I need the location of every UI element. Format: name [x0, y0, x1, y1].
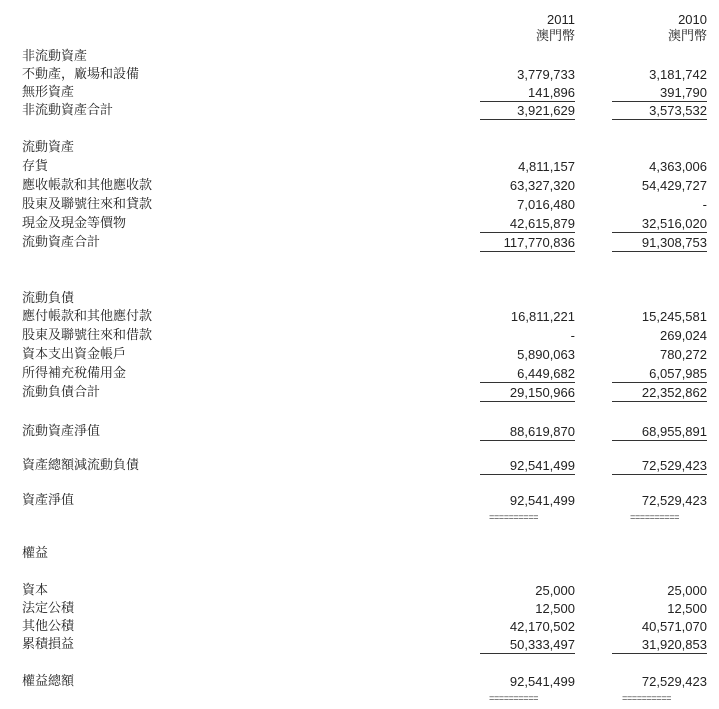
- table-row-total: [0, 234, 719, 252]
- double-underline-2010: ==========: [630, 513, 680, 523]
- table-row-net-assets: [0, 492, 719, 510]
- row-label: 股東及聯號往來和借款: [22, 328, 153, 343]
- value-2010: 32,516,020: [612, 215, 707, 233]
- value-2010: 780,272: [660, 347, 707, 362]
- table-row: [0, 308, 719, 326]
- value-2011: 7,016,480: [517, 197, 575, 212]
- row-label: 資本支出資金帳戶: [22, 347, 127, 362]
- value-2011: 12,500: [535, 601, 575, 616]
- value-2010: 391,790: [612, 84, 707, 102]
- value-2011: 42,170,502: [509, 619, 575, 634]
- currency-2010: 澳門幣: [667, 28, 707, 43]
- value-2010: -: [702, 197, 707, 212]
- currency-2011: 澳門幣: [535, 28, 575, 43]
- value-2011: 141,896: [480, 84, 575, 102]
- table-row: [0, 365, 719, 383]
- double-underline-2011: ==========: [489, 694, 539, 704]
- row-label: 現金及現金等價物: [22, 216, 127, 231]
- section-heading-current-liabilities: [0, 290, 719, 308]
- row-label: 流動資產合計: [22, 235, 101, 250]
- value-2011: -: [570, 328, 575, 343]
- table-row: [0, 327, 719, 345]
- row-label: 應收帳款和其他應收款: [22, 178, 153, 193]
- row-label: 所得補充稅備用金: [22, 366, 127, 381]
- row-label: 法定公積: [22, 601, 75, 616]
- value-2011: 63,327,320: [509, 178, 575, 193]
- value-2011: 3,779,733: [517, 67, 575, 82]
- table-row: [0, 636, 719, 654]
- row-label: 權益總額: [22, 674, 75, 689]
- value-2011: 88,619,870: [480, 423, 575, 441]
- value-2010: 54,429,727: [641, 178, 707, 193]
- value-2011: 25,000: [535, 583, 575, 598]
- value-2010: 72,529,423: [612, 457, 707, 475]
- row-label: 權益: [22, 546, 49, 561]
- section-heading-current-assets: [0, 139, 719, 157]
- row-label: 流動負債: [22, 291, 75, 306]
- value-2011: 29,150,966: [480, 384, 575, 402]
- table-row-total: [0, 102, 719, 120]
- section-heading-non-current-assets: [0, 48, 719, 66]
- value-2010: 3,573,532: [612, 102, 707, 120]
- value-2011: 3,921,629: [480, 102, 575, 120]
- value-2010: 72,529,423: [641, 493, 707, 508]
- row-label: 存貨: [22, 159, 49, 174]
- table-row: [0, 177, 719, 195]
- value-2010: 68,955,891: [612, 423, 707, 441]
- table-row-net-current-assets: [0, 423, 719, 441]
- table-row: [0, 84, 719, 102]
- table-row: [0, 618, 719, 636]
- row-label: 不動產，廠場和設備: [22, 67, 140, 82]
- table-row: [0, 215, 719, 233]
- value-2010: 15,245,581: [641, 309, 707, 324]
- table-row: [0, 582, 719, 600]
- value-2010: 22,352,862: [612, 384, 707, 402]
- table-row: [0, 158, 719, 176]
- double-underline-2011: ==========: [489, 513, 539, 523]
- value-2010: 6,057,985: [612, 365, 707, 383]
- value-2011: 5,890,063: [517, 347, 575, 362]
- value-2011: 92,541,499: [480, 457, 575, 475]
- value-2011: 42,615,879: [480, 215, 575, 233]
- value-2010: 31,920,853: [612, 636, 707, 654]
- value-2011: 6,449,682: [480, 365, 575, 383]
- value-2010: 40,571,070: [641, 619, 707, 634]
- table-row-total-equity: [0, 673, 719, 691]
- row-label: 非流動資產: [22, 49, 88, 64]
- value-2011: 92,541,499: [509, 493, 575, 508]
- value-2010: 269,024: [660, 328, 707, 343]
- value-2011: 50,333,497: [480, 636, 575, 654]
- value-2010: 72,529,423: [641, 674, 707, 689]
- row-label: 其他公積: [22, 619, 75, 634]
- table-row: [0, 66, 719, 84]
- double-underline-2010: ==========: [622, 694, 672, 704]
- table-row: [0, 600, 719, 618]
- value-2011: 4,811,157: [518, 159, 575, 174]
- row-label: 流動資產: [22, 140, 75, 155]
- value-2011: 16,811,221: [510, 309, 575, 324]
- row-label: 股東及聯號往來和貸款: [22, 197, 153, 212]
- value-2011: 117,770,836: [480, 234, 575, 252]
- row-label: 資產淨值: [22, 493, 75, 508]
- section-heading-equity: [0, 545, 719, 563]
- value-2010: 4,363,006: [649, 159, 707, 174]
- table-row: [0, 196, 719, 214]
- table-row-total-assets-less-liabilities: [0, 457, 719, 475]
- row-label: 非流動資產合計: [22, 103, 114, 118]
- row-label: 累積損益: [22, 637, 75, 652]
- value-2010: 12,500: [667, 601, 707, 616]
- row-label: 資產總額減流動負債: [22, 458, 140, 473]
- row-label: 無形資產: [22, 85, 75, 100]
- row-label: 資本: [22, 583, 49, 598]
- year-2010: 2010: [678, 12, 707, 27]
- value-2010: 25,000: [667, 583, 707, 598]
- row-label: 應付帳款和其他應付款: [22, 309, 153, 324]
- value-2010: 91,308,753: [612, 234, 707, 252]
- year-2011: 2011: [547, 12, 575, 27]
- row-label: 流動負債合計: [22, 385, 101, 400]
- value-2010: 3,181,742: [649, 67, 707, 82]
- table-row: [0, 346, 719, 364]
- row-label: 流動資產淨值: [22, 424, 101, 439]
- value-2011: 92,541,499: [509, 674, 575, 689]
- table-row-total: [0, 384, 719, 402]
